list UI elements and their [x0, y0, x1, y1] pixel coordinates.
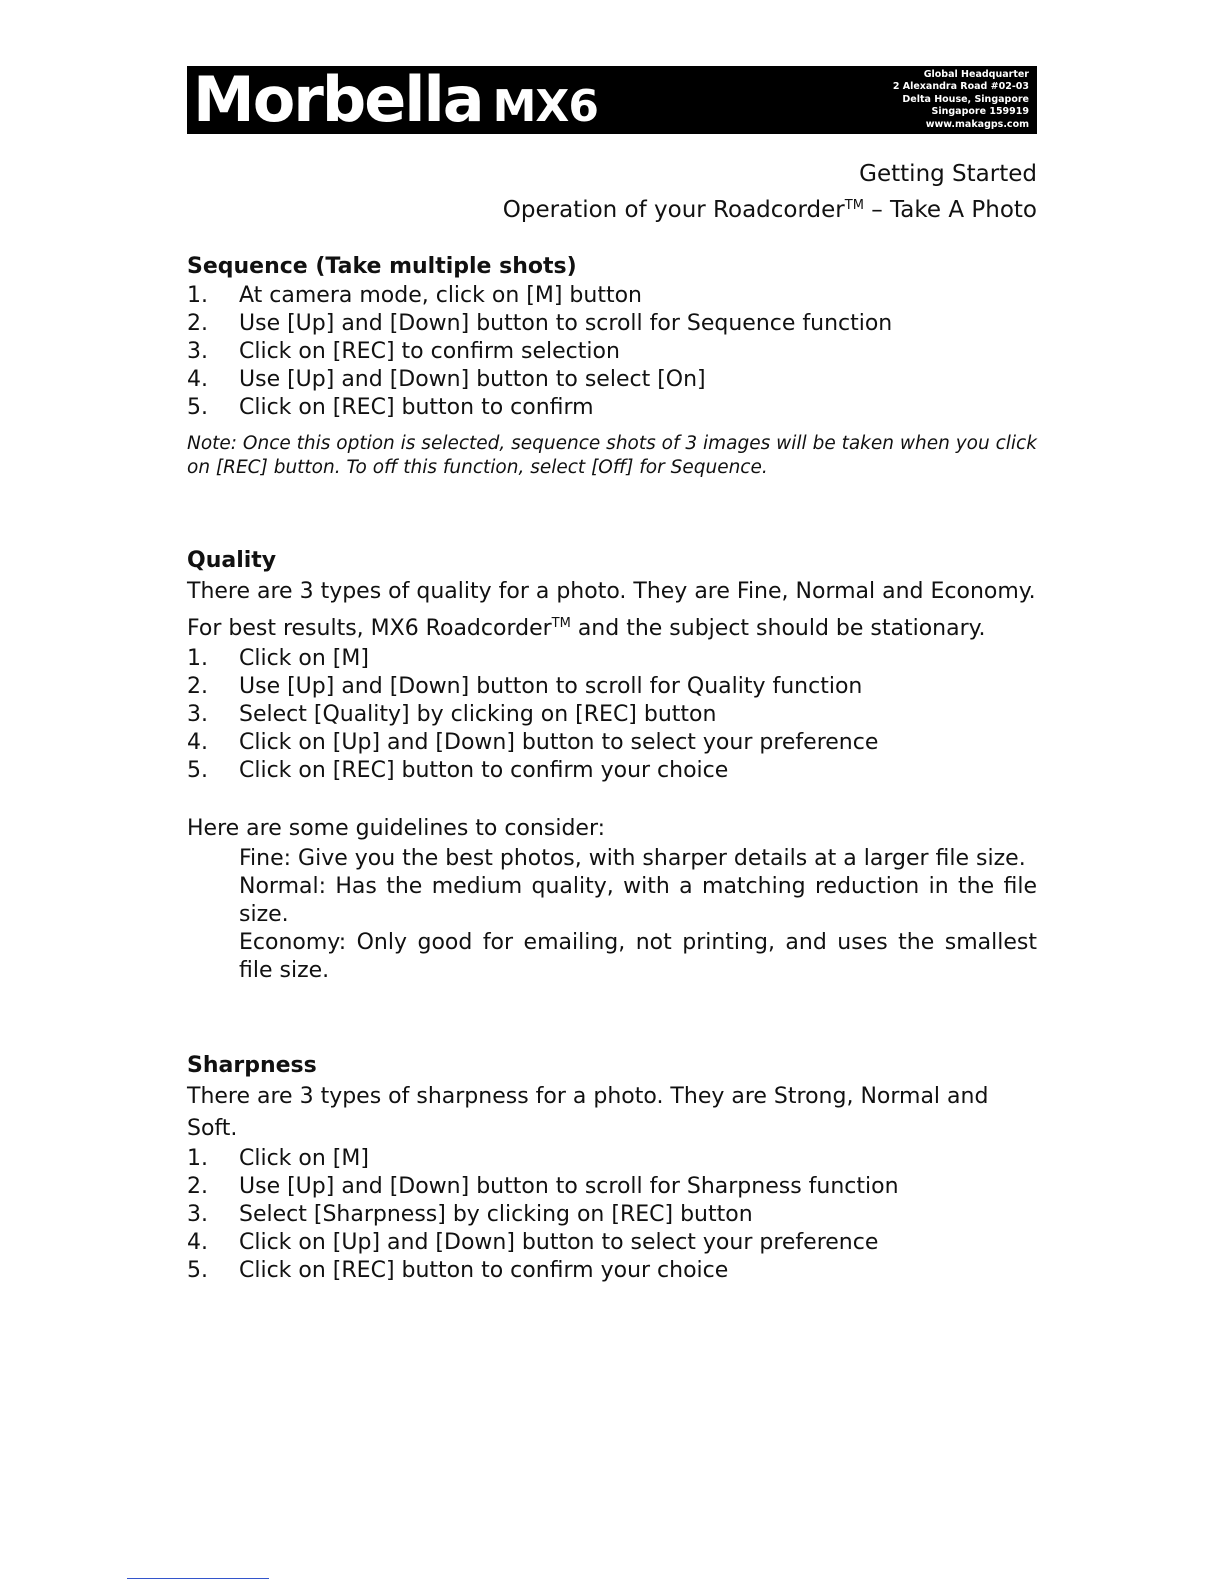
guidelines-intro: Here are some guidelines to consider: [187, 816, 606, 841]
hq-line: Delta House, Singapore [902, 93, 1029, 105]
step-number: 5. [187, 1258, 208, 1283]
list-item [187, 701, 1037, 729]
subtitle-suffix: – Take A Photo [863, 197, 1037, 223]
step-text: Select [Sharpness] by clicking on [REC] button [239, 1202, 753, 1227]
intro-text [187, 608, 1037, 645]
hq-line: Global Headquarter [923, 69, 1029, 80]
step-text: Click on [Up] and [Down] button to select your preference [239, 1230, 879, 1255]
logo-main: Morbella [193, 63, 483, 136]
list-item [187, 1257, 1037, 1285]
step-text: Use [Up] and [Down] button to select [On] [239, 367, 706, 392]
list-item [187, 394, 1037, 422]
step-list [187, 1145, 1037, 1285]
step-text: Click on [REC] button to confirm your choice [239, 758, 729, 783]
list-item [187, 729, 1037, 757]
subtitle-prefix: Operation of your Roadcorder [502, 197, 845, 223]
section-sequence [187, 252, 1037, 480]
document-page [187, 63, 1037, 1285]
step-number: 4. [187, 1230, 208, 1255]
step-number: 2. [187, 674, 208, 699]
step-text: At camera mode, click on [M] button [239, 283, 642, 308]
page-title-block [187, 158, 1037, 226]
list-item [187, 673, 1037, 701]
headquarter-address [893, 69, 1029, 131]
hq-line: www.makagps.com [925, 118, 1029, 130]
list-item [187, 366, 1037, 394]
hq-line: Singapore 159919 [931, 106, 1029, 118]
list-item [187, 757, 1037, 785]
step-text: Use [Up] and [Down] button to scroll for Quality function [239, 674, 863, 699]
guideline-item: Normal: Has the medium quality, with a matching reduction in the file size. [239, 874, 1037, 927]
step-number: 2. [187, 311, 208, 336]
section-heading: Sequence (Take multiple shots) [187, 254, 577, 279]
list-item [187, 310, 1037, 338]
note-text: Note: Once this option is selected, sequence shots of 3 images will be taken when you click on [REC] button. To off this function, select [Off] for Sequence. [187, 433, 1037, 478]
step-text: Click on [REC] button to confirm [239, 395, 594, 420]
step-number: 4. [187, 730, 208, 755]
step-text: Use [Up] and [Down] button to scroll for Sequence function [239, 311, 893, 336]
step-text: Use [Up] and [Down] button to scroll for Sharpness function [239, 1174, 899, 1199]
step-number: 5. [187, 395, 208, 420]
trademark-mark: TM [551, 616, 571, 631]
step-text: Click on [REC] button to confirm your choice [239, 1258, 729, 1283]
guideline-item: Fine: Give you the best photos, with sharper details at a larger file size. [239, 846, 1026, 871]
list-item [187, 1201, 1037, 1229]
section-sharpness [187, 1051, 1037, 1285]
step-text: Click on [M] [239, 1146, 369, 1171]
list-item [187, 1145, 1037, 1173]
list-item [187, 1229, 1037, 1257]
step-number: 5. [187, 758, 208, 783]
step-number: 3. [187, 702, 208, 727]
step-text: Click on [Up] and [Down] button to select your preference [239, 730, 879, 755]
list-item [187, 338, 1037, 366]
intro-suffix: and the subject should be stationary. [570, 616, 986, 641]
trademark-mark: TM [844, 198, 864, 213]
list-item [187, 645, 1037, 673]
section-heading: Quality [187, 548, 277, 573]
step-number: 2. [187, 1174, 208, 1199]
intro-prefix: For best results, MX6 Roadcorder [187, 616, 552, 641]
list-item [187, 282, 1037, 310]
brand-logo [193, 63, 598, 136]
intro-text: There are 3 types of sharpness for a photo. They are Strong, Normal and Soft. [187, 1084, 989, 1141]
step-number: 1. [187, 283, 208, 308]
header-banner [187, 63, 1037, 136]
section-quality [187, 546, 1037, 985]
section-heading: Sharpness [187, 1053, 317, 1078]
step-list [187, 282, 1037, 422]
step-list [187, 645, 1037, 785]
page-title: Getting Started [859, 161, 1037, 187]
intro-text: There are 3 types of quality for a photo. They are Fine, Normal and Economy. [187, 579, 1036, 604]
page-subtitle [187, 190, 1037, 226]
guidelines-list [187, 845, 1037, 985]
step-number: 3. [187, 1202, 208, 1227]
list-item [187, 1173, 1037, 1201]
guideline-item: Economy: Only good for emailing, not printing, and uses the smallest file size. [239, 930, 1037, 983]
step-text: Select [Quality] by clicking on [REC] button [239, 702, 717, 727]
step-number: 4. [187, 367, 208, 392]
step-text: Click on [REC] to confirm selection [239, 339, 620, 364]
step-number: 1. [187, 1146, 208, 1171]
footer-rule [127, 1578, 269, 1579]
step-text: Click on [M] [239, 646, 369, 671]
logo-sub: MX6 [492, 81, 598, 132]
step-number: 3. [187, 339, 208, 364]
hq-line: 2 Alexandra Road #02-03 [892, 81, 1029, 93]
step-number: 1. [187, 646, 208, 671]
